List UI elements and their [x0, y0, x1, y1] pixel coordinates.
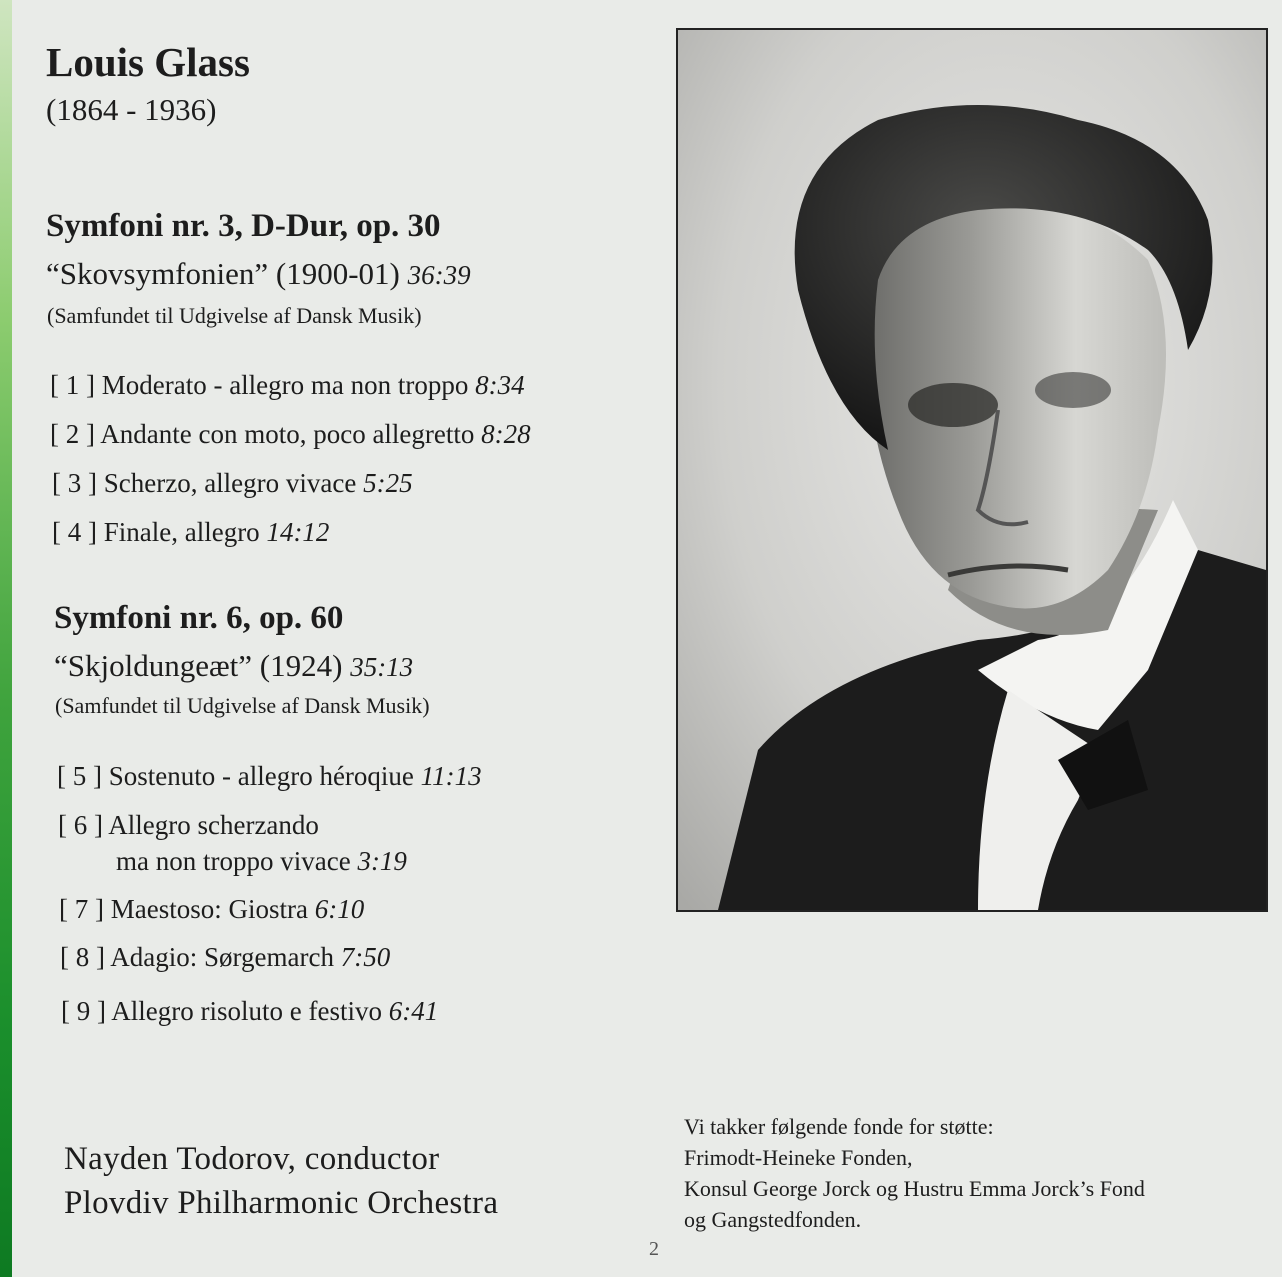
symphony-6-duration: 35:13: [350, 652, 414, 682]
symphony-6-nickname: “Skjoldungeæt” (1924): [54, 648, 343, 683]
symphony-6-title: Symfoni nr. 6, op. 60: [54, 600, 344, 636]
track-title: Allegro scherzando: [108, 810, 319, 840]
acknowledgement-line: og Gangstedfonden.: [684, 1207, 862, 1232]
track-number: [ 4 ]: [52, 517, 97, 547]
track-title: Adagio: Sørgemarch: [110, 942, 334, 972]
track-time: 3:19: [357, 846, 407, 876]
composer-name: Louis Glass: [46, 39, 250, 85]
track-number: [ 5 ]: [57, 761, 102, 791]
track-row-continuation: [116, 846, 407, 877]
acknowledgement-line: Konsul George Jorck og Hustru Emma Jorck’s Fond: [684, 1176, 1145, 1201]
track-number: [ 7 ]: [59, 894, 104, 924]
track-row: [60, 942, 390, 973]
track-number: [ 2 ]: [50, 419, 95, 449]
track-title: Maestoso: Giostra: [110, 894, 308, 924]
track-title: Sostenuto - allegro héroqiue: [108, 761, 414, 791]
track-time: 6:10: [314, 894, 365, 924]
page-number: 2: [649, 1238, 659, 1260]
track-row: [61, 996, 438, 1027]
symphony-3-publisher: (Samfundet til Udgivelse af Dansk Musik): [47, 303, 422, 328]
track-row: [59, 894, 364, 925]
acknowledgement-line: Vi takker følgende fonde for støtte:: [684, 1114, 994, 1139]
track-title: Scherzo, allegro vivace: [103, 468, 357, 498]
track-row: [52, 468, 413, 499]
track-row: [57, 761, 482, 792]
symphony-3-nickname: “Skovsymfonien” (1900-01): [46, 256, 400, 291]
portrait-illustration: [678, 30, 1266, 910]
symphony-3-subtitle: [46, 256, 471, 292]
composer-dates: (1864 - 1936): [46, 92, 217, 127]
symphony-6-publisher: (Samfundet til Udgivelse af Dansk Musik): [55, 693, 430, 718]
track-title: Moderato - allegro ma non troppo: [101, 370, 469, 400]
track-time: 8:34: [475, 370, 525, 400]
acknowledgements: [684, 1111, 1145, 1235]
orchestra-credit: Plovdiv Philharmonic Orchestra: [64, 1185, 499, 1221]
track-row: [52, 517, 329, 548]
conductor-credit: Nayden Todorov, conductor: [64, 1141, 440, 1177]
green-edge-strip: [0, 0, 12, 1277]
track-title: Andante con moto, poco allegretto: [100, 419, 475, 449]
track-row: [50, 370, 525, 401]
track-number: [ 9 ]: [61, 996, 106, 1026]
composer-portrait-photo: [676, 28, 1268, 912]
track-time: 6:41: [388, 996, 439, 1026]
track-time: 7:50: [340, 942, 391, 972]
track-time: 11:13: [420, 761, 482, 791]
symphony-6-subtitle: [54, 648, 413, 684]
track-title: Finale, allegro: [103, 517, 260, 547]
track-time: 8:28: [481, 419, 531, 449]
track-number: [ 6 ]: [58, 810, 103, 840]
track-title-continued: ma non troppo vivace: [116, 846, 351, 876]
track-number: [ 3 ]: [52, 468, 97, 498]
track-title: Allegro risoluto e festivo: [111, 996, 382, 1026]
track-row: [50, 419, 531, 450]
track-number: [ 1 ]: [50, 370, 95, 400]
track-time: 5:25: [363, 468, 413, 498]
symphony-3-duration: 36:39: [407, 260, 471, 290]
track-number: [ 8 ]: [60, 942, 105, 972]
symphony-3-title: Symfoni nr. 3, D-Dur, op. 30: [46, 208, 441, 244]
track-time: 14:12: [266, 517, 330, 547]
track-row: [58, 810, 319, 841]
acknowledgement-line: Frimodt-Heineke Fonden,: [684, 1145, 913, 1170]
